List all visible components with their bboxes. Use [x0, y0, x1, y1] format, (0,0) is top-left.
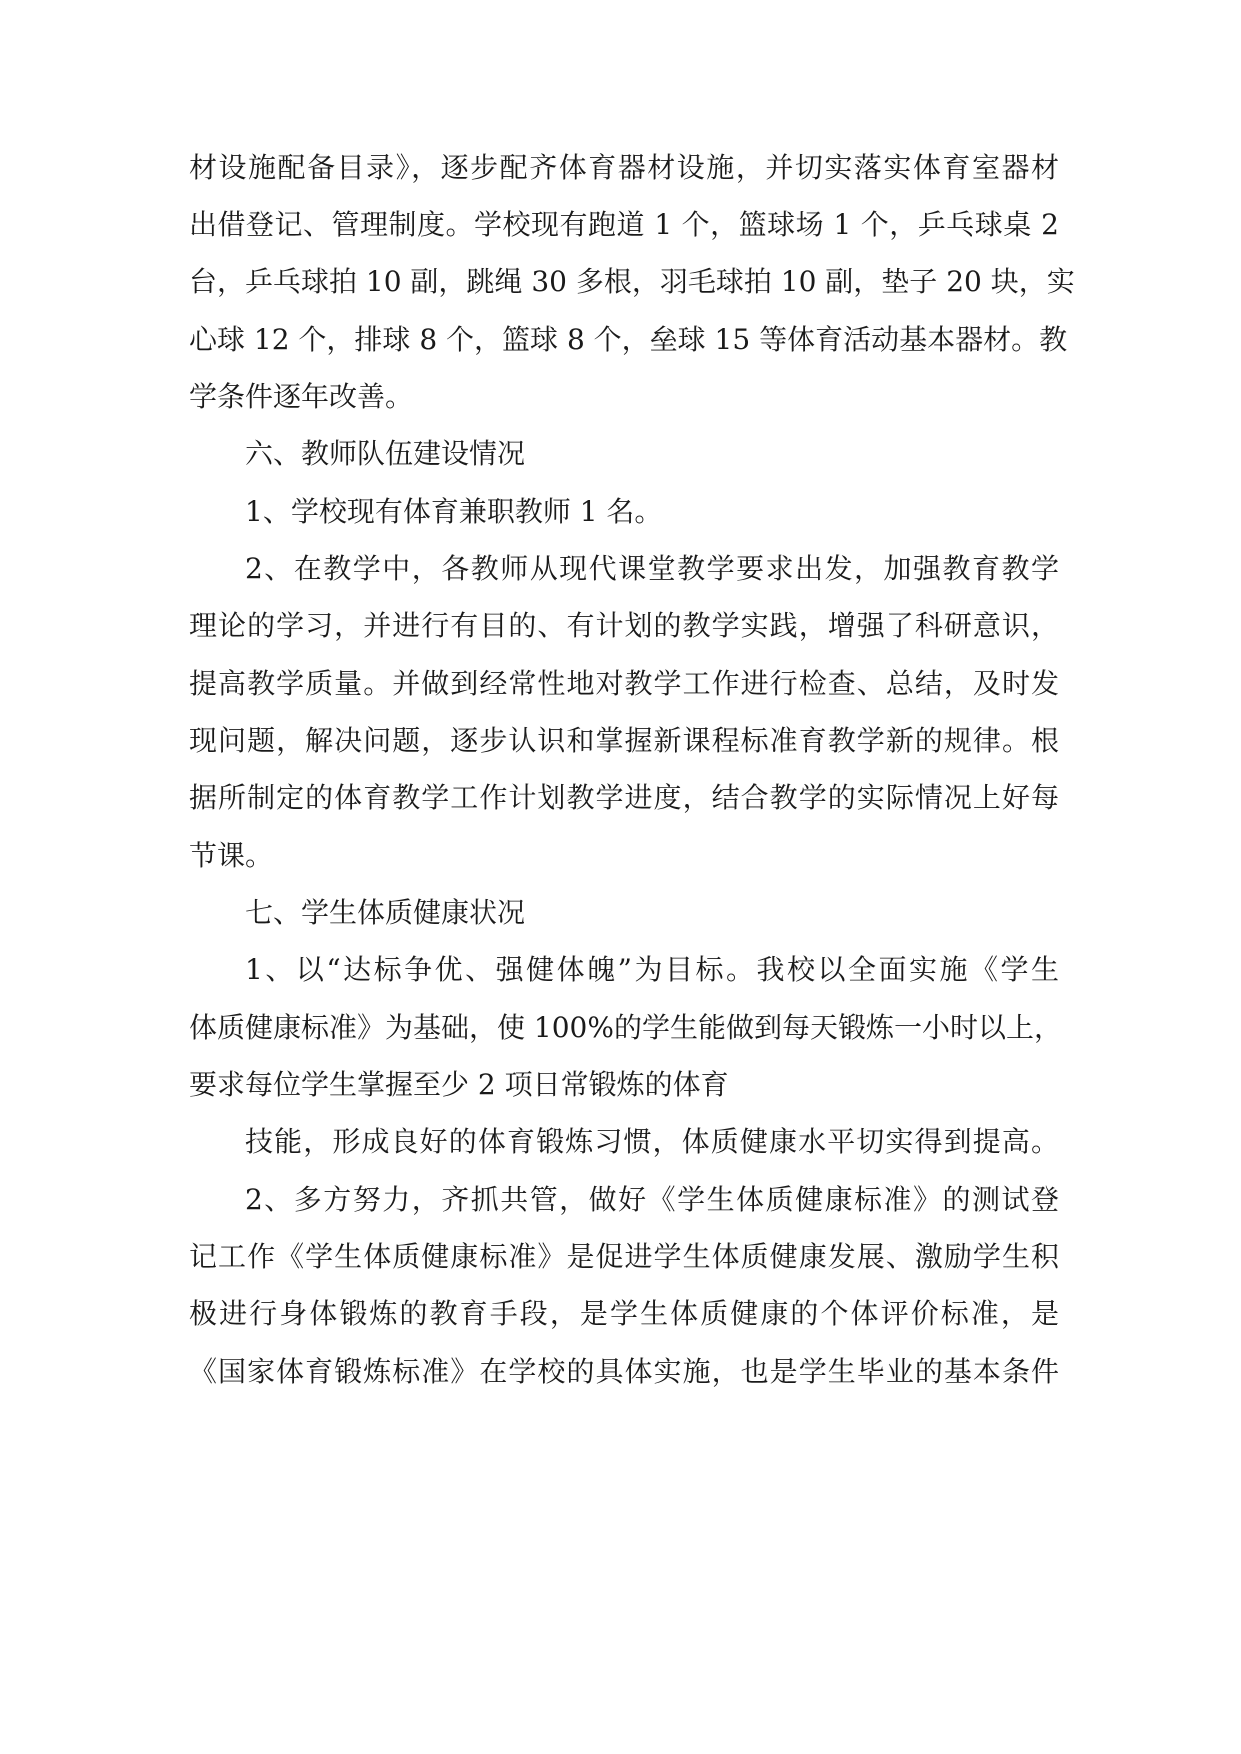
text-line-11: 现问题，解决问题，逐步认识和掌握新课程标准育教学新的规律。根 [189, 724, 1059, 757]
section-heading-7: 七、学生体质健康状况 [245, 896, 526, 929]
text-line-21: 极进行身体锻炼的教育手段，是学生体质健康的个体评价标准，是 [189, 1297, 1059, 1330]
text-line-19: 2、多方努力，齐抓共管，做好《学生体质健康标准》的测试登 [245, 1183, 1059, 1216]
text-line-2: 出借登记、管理制度。学校现有跑道 1 个，篮球场 1 个，乒乓球桌 2 [189, 208, 1059, 241]
text-line-10: 提高教学质量。并做到经常性地对教学工作进行检查、总结，及时发 [189, 667, 1059, 700]
text-line-18: 技能，形成良好的体育锻炼习惯，体质健康水平切实得到提高。 [245, 1125, 1059, 1158]
text-line-20: 记工作《学生体质健康标准》是促进学生体质健康发展、激励学生积 [189, 1240, 1059, 1273]
text-line-13: 节课。 [189, 839, 274, 872]
text-line-22: 《国家体育锻炼标准》在学校的具体实施，也是学生毕业的基本条件 [189, 1355, 1059, 1388]
text-line-16: 体质健康标准》为基础，使 100%的学生能做到每天锻炼一小时以上， [189, 1011, 1062, 1044]
text-line-15: 1、以“达标争优、强健体魄”为目标。我校以全面实施《学生 [245, 953, 1059, 986]
text-line-17: 要求每位学生掌握至少 2 项日常锻炼的体育 [189, 1068, 729, 1101]
text-line-7: 1、学校现有体育兼职教师 1 名。 [245, 495, 663, 528]
text-line-9: 理论的学习，并进行有目的、有计划的教学实践，增强了科研意识， [189, 609, 1059, 642]
text-line-1: 材设施配备目录》，逐步配齐体育器材设施，并切实落实体育室器材 [189, 151, 1059, 184]
text-line-3: 台，乒乓球拍 10 副，跳绳 30 多根，羽毛球拍 10 副，垫子 20 块，实 [189, 265, 1075, 298]
text-line-8: 2、在教学中，各教师从现代课堂教学要求出发，加强教育教学 [245, 552, 1059, 585]
text-line-5: 学条件逐年改善。 [189, 380, 414, 413]
text-line-4: 心球 12 个，排球 8 个，篮球 8 个，垒球 15 等体育活动基本器材。教 [189, 323, 1068, 356]
section-heading-6: 六、教师队伍建设情况 [245, 437, 526, 470]
text-line-12: 据所制定的体育教学工作计划教学进度，结合教学的实际情况上好每 [189, 781, 1059, 814]
